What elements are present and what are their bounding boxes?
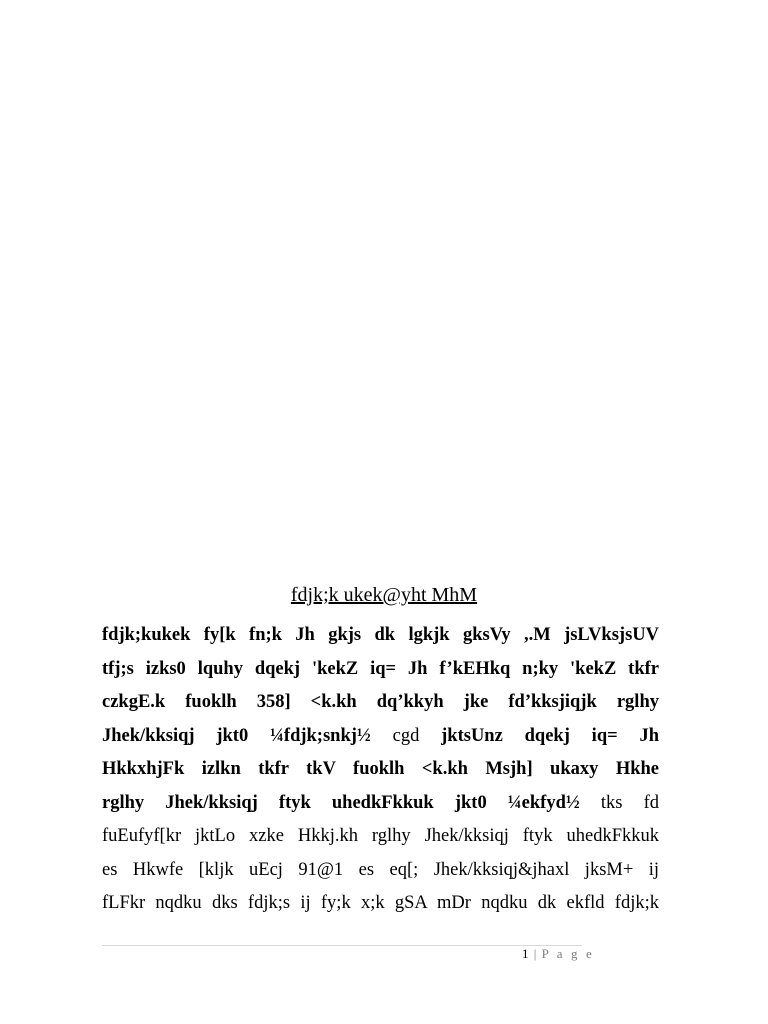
text-run: HkkxhjFk izlkn tkfr tkV fuoklh <k.kh Msjh] ukaxy Hkhe [102,759,659,779]
text-run: cgd [392,725,442,746]
document-body [102,619,659,921]
paragraph-line [102,686,659,720]
text-run: tfj;s izks0 lquhy dqekj 'kekZ iq= Jh f’kEHkq n;ky 'kekZ tkfr [102,658,659,679]
paragraph-line [102,753,659,787]
footer-divider [102,945,582,946]
paragraph-line [102,820,659,854]
text-run: fuEufyf[kr jktLo xzke Hkkj.kh rglhy Jhek/kksiqj ftyk uhedkFkkuk [102,826,659,846]
text-run: fdjk;kukek fy[k fn;k Jh gkjs dk lgkjk gksVy ,.M jsLVksjsUV [102,625,659,645]
text-run: rglhy Jhek/kksiqj ftyk uhedkFkkuk jkt0 ¼ekfyd½ [102,792,601,813]
paragraph-line [102,854,659,888]
page-label: P a g e [541,946,595,961]
page-number: 1 [522,946,529,961]
text-run: jktsUnz dqekj iq= Jh [441,725,659,746]
text-run: fLFkr nqdku dks fdjk;s ij fy;k x;k gSA mDr nqdku dk ekfld fdjk;k [102,893,659,913]
document-title: fdjk;k ukek@yht MhM [290,584,478,606]
paragraph-line [102,720,659,754]
text-run: Jhek/kksiqj jkt0 ¼fdjk;snkj½ [102,725,393,746]
footer-separator: | [533,946,537,961]
paragraph-line [102,653,659,687]
page-footer [522,946,594,962]
paragraph-line [102,619,659,653]
text-run: czkgE.k fuoklh 358] <k.kh dq’kkyh jke fd’kksjiqjk rglhy [102,692,659,712]
paragraph-line [102,787,659,821]
text-run: es Hkwfe [kljk uEcj 91@1 es eq[; Jhek/kksiqj&jhaxl jksM+ ij [102,859,659,880]
paragraph-line [102,887,659,921]
text-run: tks fd [600,792,659,813]
